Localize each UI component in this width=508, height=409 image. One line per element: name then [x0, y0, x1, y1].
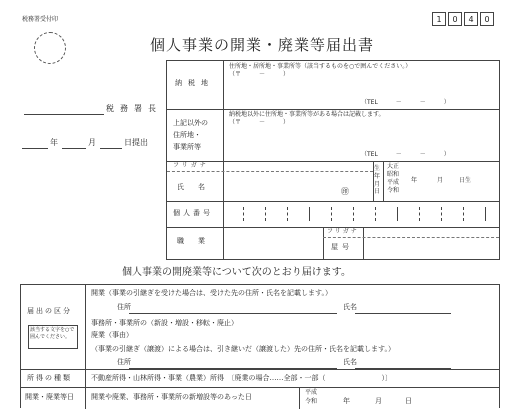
notification-type-label: 届出の区分	[27, 307, 72, 315]
tax-place-postal: （〒 － ）	[229, 71, 290, 78]
seal-mark: ㊞	[341, 187, 349, 196]
date-year-unit: 年	[343, 397, 350, 405]
date-value: 開業や廃業、事務所・事業所の新増設等のあった日	[91, 393, 252, 401]
taxpayer-info-table	[166, 60, 500, 260]
form-digit: 0	[480, 12, 494, 26]
open-name-label: 氏名	[343, 303, 357, 311]
id-number-label: 個人番号	[173, 209, 213, 217]
submit-month-label: 月	[88, 138, 96, 147]
office-line: 事務所・事業所の（新設・増設・移転・廃止）	[91, 319, 238, 327]
form-digit: 4	[464, 12, 478, 26]
open-line: 開業（事業の引継ぎを受けた場合は、受けた先の住所・氏名を記載します。）	[91, 289, 332, 297]
form-subtitle: 個人事業の開廃業等について次のとおり届けます。	[122, 267, 351, 278]
open-name-field[interactable]	[355, 313, 451, 314]
tax-place-label: 納税地	[175, 79, 214, 87]
era-showa: 昭和	[387, 171, 400, 178]
era-reiwa: 令和	[387, 187, 400, 194]
closure-address-label: 住所	[117, 358, 131, 366]
closure-address-field[interactable]	[129, 368, 337, 369]
tax-office-field[interactable]	[24, 114, 104, 115]
furigana-label: フリガナ	[173, 162, 209, 169]
submit-year-label: 年	[50, 138, 58, 147]
income-type-value: 不動産所得・山林所得・事業（農業）所得 〔廃業の場合……全部・一部（ ）〕	[91, 374, 392, 382]
trade-name-label: 屋号	[331, 243, 353, 251]
birth-month-unit: 月	[437, 177, 444, 184]
other-address-note: 納税地以外に住所地・事業所等がある場合は記載します。	[229, 111, 385, 118]
era-reiwa-right: 令和	[305, 398, 318, 405]
era-heisei: 平成	[387, 179, 400, 186]
income-type-label: 所得の種類	[27, 374, 72, 382]
stamp-circle	[34, 32, 66, 64]
open-address-field[interactable]	[129, 313, 337, 314]
submit-month-field[interactable]	[62, 148, 86, 149]
closure-line: 廃業（事由）	[91, 331, 133, 339]
submit-year-field[interactable]	[22, 148, 48, 149]
tax-place-tel: （TEL － － ）	[361, 99, 450, 106]
era-heisei-right: 平成	[305, 389, 318, 396]
submit-day-field[interactable]	[100, 148, 122, 149]
date-day-unit: 日	[405, 397, 412, 405]
occupation-label: 職業	[177, 237, 219, 245]
receipt-stamp-label: 税務署受付印	[22, 16, 59, 23]
circle-note: 該当する文字を○で囲んでください。	[28, 325, 78, 349]
other-address-label-3: 事業所等	[173, 143, 201, 151]
other-address-tel: （TEL － － ）	[361, 151, 450, 158]
birth-day-unit: 日生	[459, 177, 472, 184]
open-address-label: 住所	[117, 303, 131, 311]
date-label: 開業・廃業等日	[25, 393, 74, 401]
era-taisho: 大正	[387, 163, 400, 170]
birth-label: 生年月日	[374, 165, 381, 196]
form-title: 個人事業の開業・廃業等届出書	[150, 36, 375, 54]
other-address-label-2: 住所地・	[173, 131, 201, 139]
closure-note: （事業の引継ぎ（譲渡）による場合は、引き継いだ（譲渡した）先の住所・氏名を記載します。）	[91, 345, 395, 353]
date-month-unit: 月	[375, 397, 382, 405]
tax-office-suffix: 税務署長	[106, 104, 162, 113]
closure-name-field[interactable]	[355, 368, 451, 369]
submit-day-label: 日提出	[124, 138, 148, 147]
form-digit: 0	[448, 12, 462, 26]
other-address-label-1: 上記以外の	[173, 119, 208, 127]
notification-table	[20, 284, 500, 408]
name-label: 氏名	[177, 183, 219, 191]
furigana-label-2: フリガナ	[327, 228, 359, 235]
tax-place-note: 住所地・居所地・事業所等（該当するものを○で囲んでください。）	[229, 63, 412, 70]
form-digit: 1	[432, 12, 446, 26]
closure-name-label: 氏名	[343, 358, 357, 366]
other-address-postal: （〒 － ）	[229, 119, 290, 126]
birth-year-unit: 年	[411, 177, 418, 184]
